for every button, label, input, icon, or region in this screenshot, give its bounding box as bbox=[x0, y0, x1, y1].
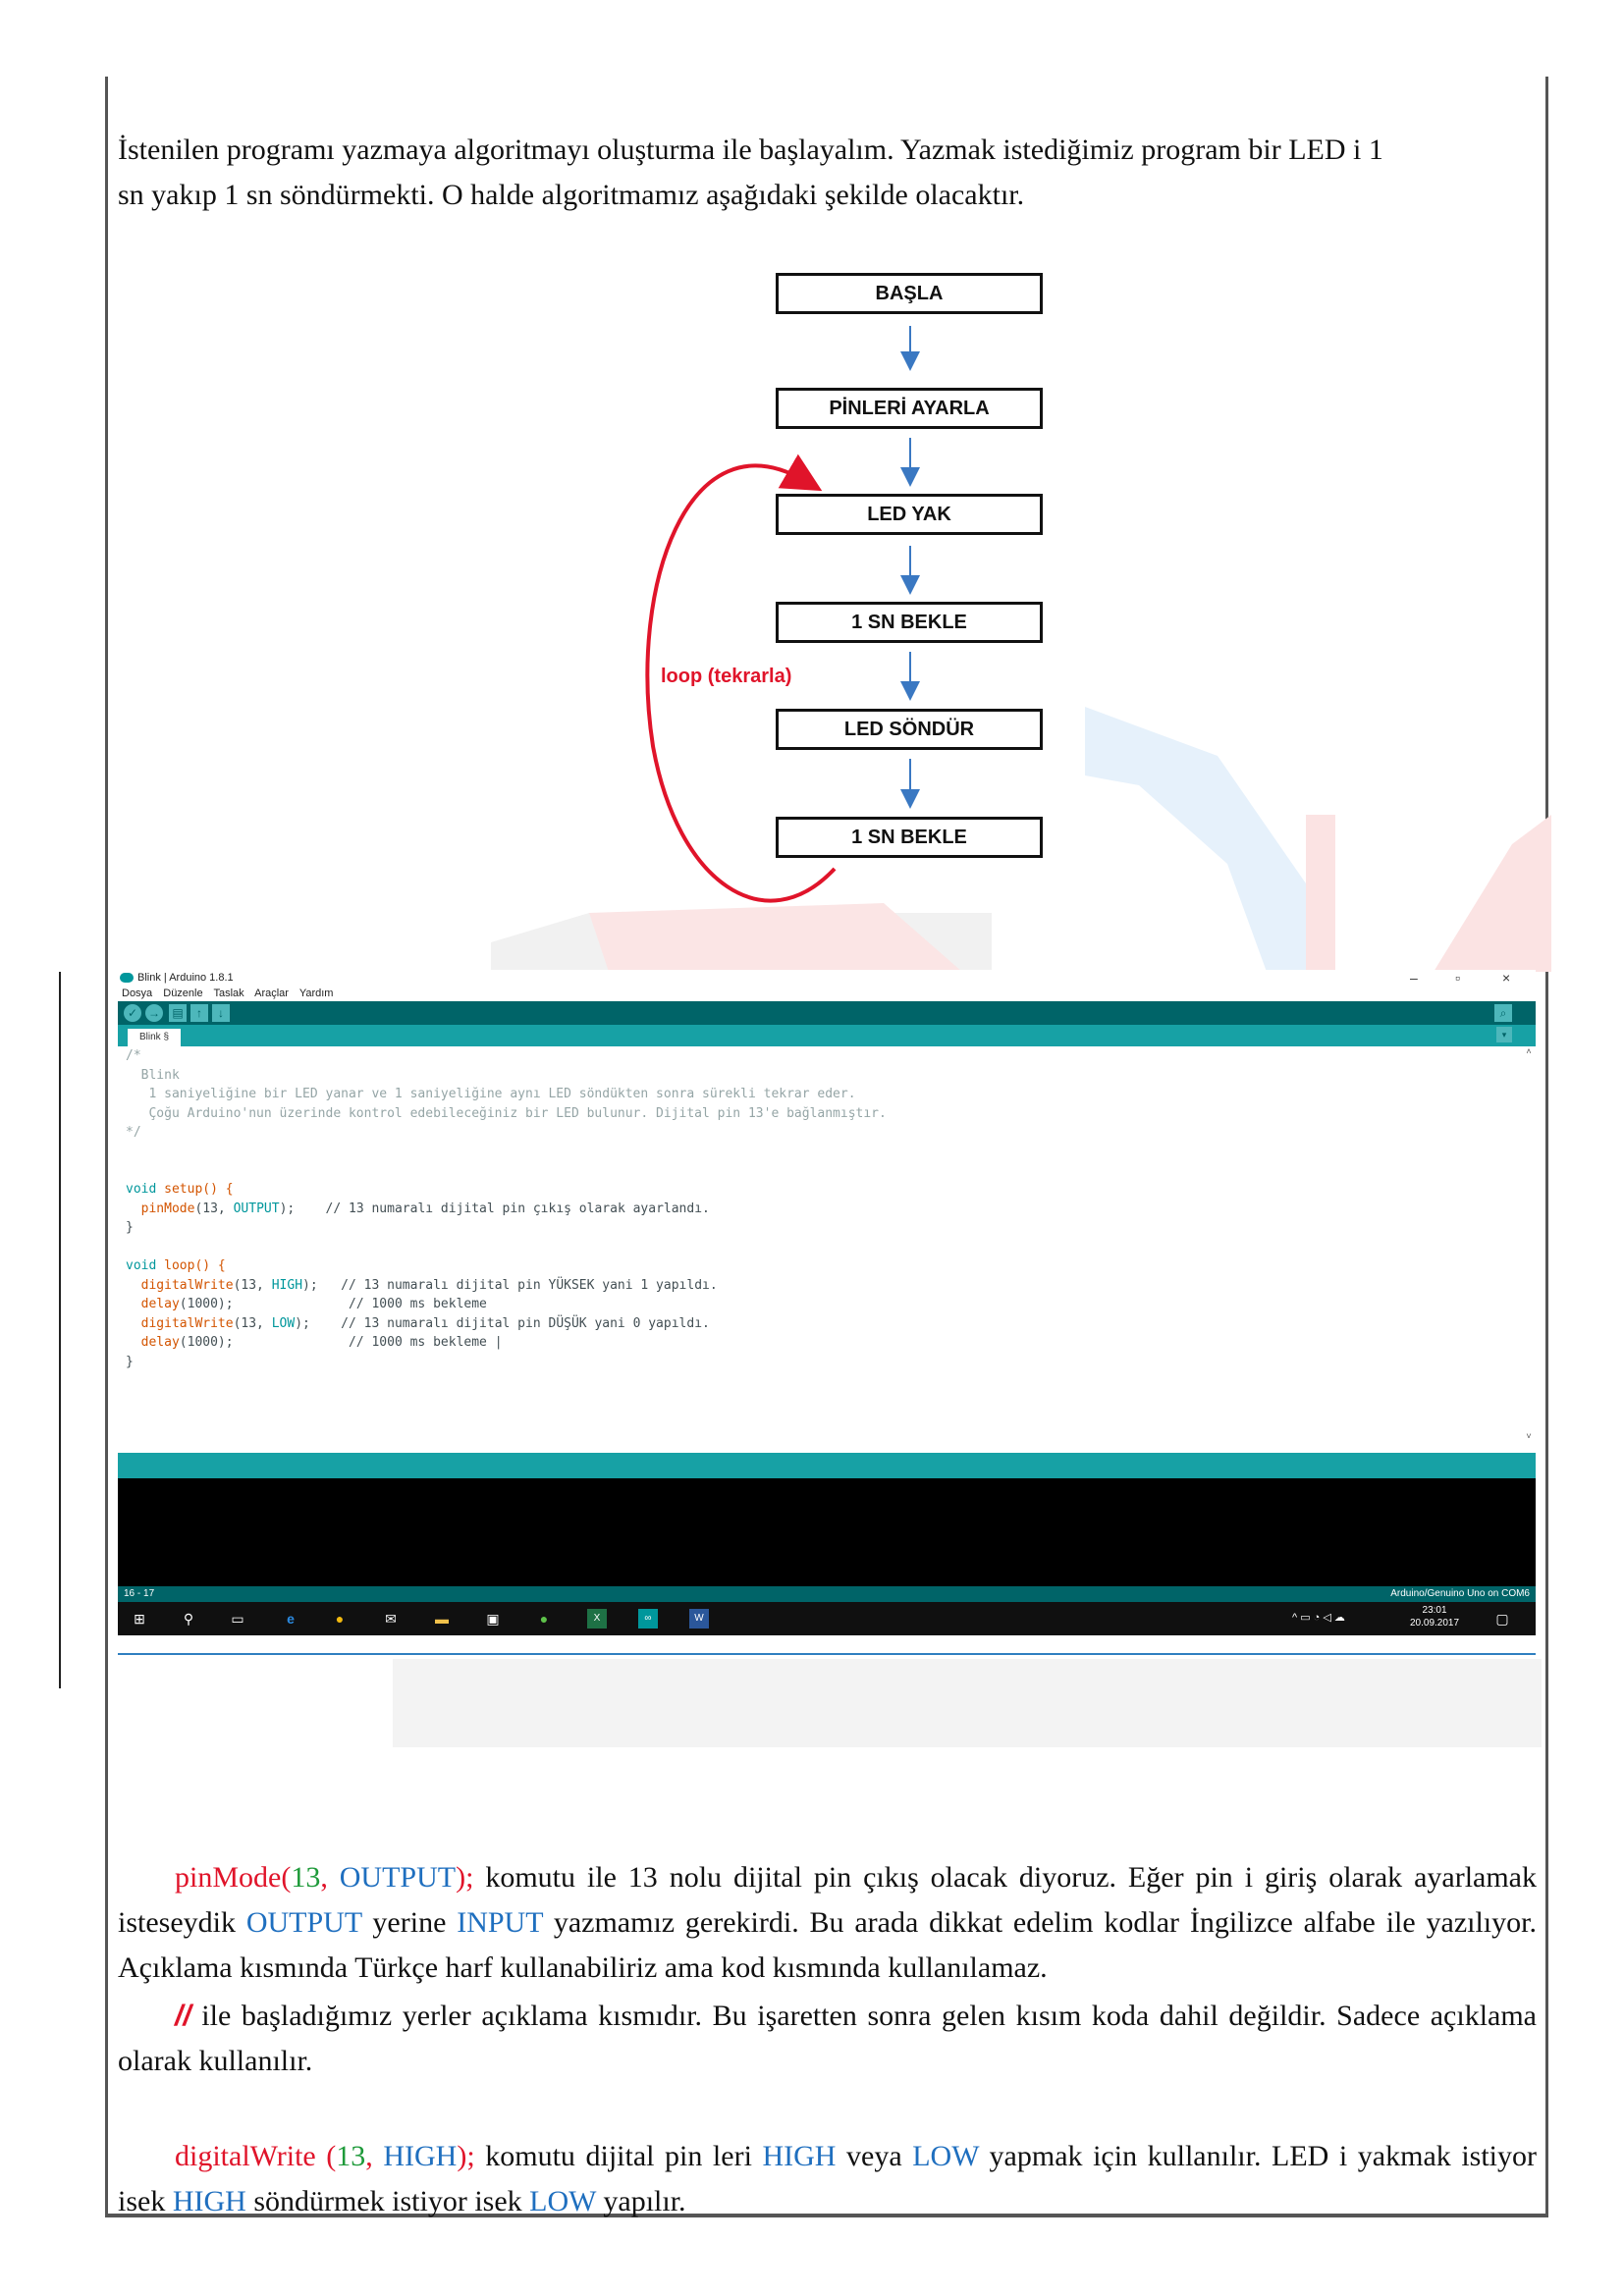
console-output bbox=[118, 1478, 1536, 1586]
message-area bbox=[118, 1453, 1536, 1478]
menu-edit[interactable]: Düzenle bbox=[163, 988, 203, 999]
word-icon[interactable]: W bbox=[689, 1609, 709, 1629]
digitalwrite-paragraph: digitalWrite (13, HIGH); komutu dijital pin leri HIGH veya LOW yapmak için kullanılır. LED i yakmak istiyor isek HIGH söndürmek istiyor isek LOW yapılır. bbox=[118, 2140, 1537, 2217]
intro-line-2: sn yakıp 1 sn söndürmekti. O halde algoritmamız aşağıdaki şekilde olacaktır. bbox=[118, 179, 1025, 211]
file-explorer-icon[interactable]: ▬ bbox=[435, 1611, 449, 1627]
menu-sketch[interactable]: Taslak bbox=[213, 988, 244, 999]
code-line-delay-2: delay(1000); // 1000 ms bekleme | bbox=[126, 1335, 503, 1350]
ide-title-bar bbox=[118, 972, 1536, 988]
tab-menu-icon[interactable]: ▾ bbox=[1496, 1027, 1512, 1042]
save-icon[interactable]: ↓ bbox=[212, 1004, 230, 1022]
arduino-ide-window bbox=[118, 970, 1536, 1647]
close-icon[interactable]: × bbox=[1502, 970, 1511, 986]
scroll-up-icon[interactable]: ˄ bbox=[1526, 1046, 1532, 1056]
ide-toolbar bbox=[118, 1001, 1536, 1025]
clock-date: 20.09.2017 bbox=[1410, 1618, 1460, 1629]
arduino-taskbar-icon[interactable]: ∞ bbox=[638, 1609, 658, 1629]
code-line-brace: } bbox=[126, 1220, 134, 1235]
code-line-delay-1: delay(1000); // 1000 ms bekleme bbox=[126, 1297, 487, 1311]
tab-blink[interactable]: Blink § bbox=[128, 1029, 181, 1046]
clock-time: 23:01 bbox=[1422, 1605, 1447, 1616]
edge-browser-icon[interactable]: e bbox=[287, 1611, 295, 1627]
windows-taskbar bbox=[118, 1602, 1536, 1635]
new-icon[interactable]: ▤ bbox=[169, 1004, 187, 1022]
ide-status-bar bbox=[118, 1586, 1536, 1602]
arduino-logo-icon bbox=[120, 973, 134, 983]
menu-help[interactable]: Yardım bbox=[298, 988, 334, 999]
restore-icon[interactable]: ▫ bbox=[1455, 970, 1460, 986]
system-clock[interactable] bbox=[1410, 1604, 1459, 1629]
flow-step-wait-1: 1 SN BEKLE bbox=[776, 602, 1043, 643]
code-line-loop: void loop() { bbox=[126, 1258, 226, 1273]
system-tray-icons[interactable]: ^ ▭ ◔ ◁ ☁ bbox=[1292, 1612, 1345, 1624]
margin-change-bar bbox=[59, 972, 61, 1688]
code-line-digitalwrite-low: digitalWrite(13, LOW); // 13 numaralı dijital pin DÜŞÜK yani 0 yapıldı. bbox=[126, 1316, 710, 1331]
ide-window-title: Blink | Arduino 1.8.1 bbox=[137, 972, 234, 984]
flow-step-start: BAŞLA bbox=[776, 273, 1043, 314]
code-comment-line: Blink bbox=[126, 1068, 180, 1083]
flow-step-led-on: LED YAK bbox=[776, 494, 1043, 535]
excel-icon[interactable]: X bbox=[587, 1609, 607, 1629]
scroll-down-icon[interactable]: ˅ bbox=[1526, 1431, 1532, 1441]
board-info: Arduino/Genuino Uno on COM6 bbox=[1390, 1588, 1530, 1599]
menu-file[interactable]: Dosya bbox=[122, 988, 153, 999]
code-line-setup: void setup() { bbox=[126, 1182, 234, 1197]
flow-step-wait-2: 1 SN BEKLE bbox=[776, 817, 1043, 858]
editor-scrollbar[interactable] bbox=[1522, 1046, 1536, 1441]
code-comment-line: Çoğu Arduino'nun üzerinde kontrol edebileceğiniz bir LED bulunur. Dijital pin 13'e bağlanmıştır. bbox=[126, 1106, 887, 1121]
flow-step-led-off: LED SÖNDÜR bbox=[776, 709, 1043, 750]
code-line-digitalwrite-high: digitalWrite(13, HIGH); // 13 numaralı dijital pin YÜKSEK yani 1 yapıldı. bbox=[126, 1278, 718, 1293]
store-icon[interactable]: ▣ bbox=[486, 1611, 500, 1627]
line-info: 16 - 17 bbox=[124, 1588, 155, 1599]
code-line-brace: } bbox=[126, 1355, 134, 1369]
menu-tools[interactable]: Araçlar bbox=[254, 988, 289, 999]
intro-line-1: İstenilen programı yazmaya algoritmayı oluşturma ile başlayalım. Yazmak istediğimiz program bir LED i 1 bbox=[118, 133, 1383, 166]
screenshot-underline bbox=[118, 1653, 1536, 1655]
comment-paragraph: // ile başladığımız yerler açıklama kısmıdır. Bu işaretten sonra gelen kısım koda dahil değildir. Sadece açıklama olarak kullanılır. bbox=[118, 2000, 1537, 2077]
code-comment-line: /* bbox=[126, 1048, 141, 1063]
loop-label: loop (tekrarla) bbox=[661, 666, 792, 687]
code-comment-line: 1 saniyeliğine bir LED yanar ve 1 saniyeliğine aynı LED söndükten sonra sürekli tekrar eder. bbox=[126, 1087, 856, 1101]
chrome-icon[interactable]: ● bbox=[335, 1611, 345, 1627]
open-icon[interactable]: ↑ bbox=[190, 1004, 208, 1022]
notifications-icon[interactable]: ▢ bbox=[1495, 1611, 1509, 1627]
windows-start-icon[interactable]: ⊞ bbox=[134, 1611, 145, 1627]
code-line-pinmode: pinMode(13, OUTPUT); // 13 numaralı dijital pin çıkış olarak ayarlandı. bbox=[126, 1201, 710, 1216]
ide-menu-bar bbox=[122, 988, 341, 999]
search-icon[interactable]: ⚲ bbox=[183, 1611, 194, 1627]
flowchart-arrows bbox=[0, 0, 1624, 982]
verify-icon[interactable]: ✓ bbox=[124, 1004, 141, 1022]
upload-icon[interactable]: → bbox=[145, 1004, 163, 1022]
code-comment-line: */ bbox=[126, 1125, 141, 1140]
code-editor[interactable] bbox=[118, 1046, 1522, 1441]
phone-app-icon[interactable]: ● bbox=[539, 1611, 549, 1627]
ide-tab-bar bbox=[118, 1025, 1536, 1046]
mail-icon[interactable]: ✉ bbox=[385, 1611, 397, 1627]
minimize-icon[interactable]: – bbox=[1410, 970, 1418, 986]
task-view-icon[interactable]: ▭ bbox=[231, 1611, 244, 1627]
flow-step-set-pins: PİNLERİ AYARLA bbox=[776, 388, 1043, 429]
serial-monitor-icon[interactable]: ⌕ bbox=[1494, 1004, 1512, 1022]
pinmode-paragraph: pinMode(13, OUTPUT); komutu ile 13 nolu dijital pin çıkış olacak diyoruz. Eğer pin i giriş olarak ayarlamak isteseydik OUTPUT yerine INPUT yazmamız gerekirdi. Bu arada dikkat edelim kodlar İngilizce alfabe ile yazılıyor. Açıklama kısmında Türkçe harf kullanabiliriz ama kod kısmında kullanılamaz. bbox=[118, 1861, 1537, 1984]
